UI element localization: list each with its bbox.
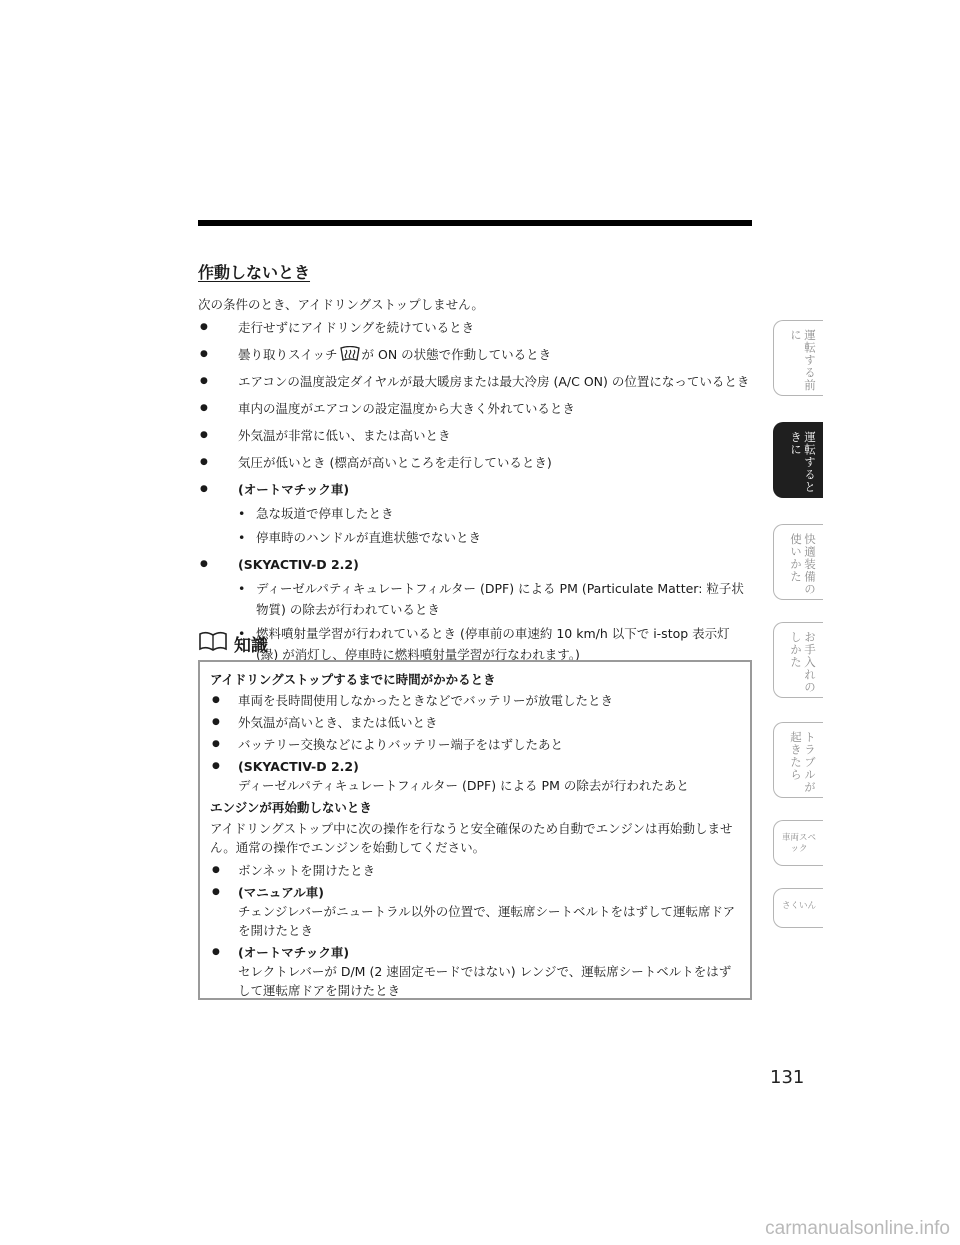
kb-list [210, 691, 740, 795]
list-item: ● (SKYACTIV-D 2.2) • ディーゼルパティキュレートフィルター (DPF) による PM (Particulate Matter: 粒子状物質) の除去が行われているとき • 燃料噴射量学習が行われているとき (停車前の車速約 10 km/h 以下で i-stop 表示灯 (緑) が消灯し、停車時に燃料噴射量学習が行なわれます。) [198, 554, 752, 665]
kb-list [210, 861, 740, 1000]
sub-list [238, 578, 752, 665]
sub-item: • ディーゼルパティキュレートフィルター (DPF) による PM (Particulate Matter: 粒子状物質) の除去が行われているとき [238, 578, 752, 620]
list-item: ● (マニュアル車) チェンジレバーがニュートラル以外の位置で、運転席シートベルトをはずして運転席ドアを開けたとき [210, 883, 740, 940]
sub-list [238, 503, 752, 548]
knowledge-box [198, 660, 752, 1000]
book-icon [198, 630, 228, 657]
knowledge-title: 知識 [234, 635, 268, 656]
sub-item: • 停車時のハンドルが直進状態でないとき [238, 527, 752, 548]
condition-list [198, 317, 752, 665]
section-intro: 次の条件のとき、アイドリングストップしません。 [198, 297, 484, 312]
list-item: ● 外気温が非常に低い、または高いとき [198, 425, 752, 446]
list-item: ● 曇り取りスイッチ が ON の状態で作動しているとき [198, 344, 752, 365]
tab-index[interactable]: さくいん [773, 888, 823, 928]
kb-paragraph: アイドリングストップ中に次の操作を行なうと安全確保のため自動でエンジンは再始動しません。通常の操作でエンジンを始動してください。 [210, 821, 733, 855]
list-item: ● 外気温が高いとき、または低いとき [210, 713, 740, 732]
defroster-icon [338, 346, 362, 362]
list-item: ● 走行せずにアイドリングを続けているとき [198, 317, 752, 338]
list-item: ● エアコンの温度設定ダイヤルが最大暖房または最大冷房 (A/C ON) の位置になっているとき [198, 371, 752, 392]
watermark: carmanualsonline.info [765, 1218, 950, 1239]
tab-trouble[interactable]: トラブルが起きたら [773, 722, 823, 798]
sub-item: • 燃料噴射量学習が行われているとき (停車前の車速約 10 km/h 以下で i-stop 表示灯 (緑) が消灯し、停車時に燃料噴射量学習が行なわれます。) [238, 623, 752, 665]
list-item: ● (オートマチック車) セレクトレバーが D/M (2 速固定モードではない) レンジで、運転席シートベルトをはずして運転席ドアを開けたとき [210, 943, 740, 1000]
list-item: ● ボンネットを開けたとき [210, 861, 740, 880]
list-item: ● 車内の温度がエアコンの設定温度から大きく外れているとき [198, 398, 752, 419]
list-item: ● 車両を長時間使用しなかったときなどでバッテリーが放電したとき [210, 691, 740, 710]
knowledge-heading [198, 631, 268, 655]
sub-item: • 急な坂道で停車したとき [238, 503, 752, 524]
tab-maintenance[interactable]: お手入れのしかた [773, 622, 823, 698]
tab-comfort[interactable]: 快適装備の使いかた [773, 524, 823, 600]
list-item: ● (SKYACTIV-D 2.2) ディーゼルパティキュレートフィルター (DPF) による PM の除去が行われたあと [210, 757, 740, 795]
tab-driving-before[interactable]: 運転する前に [773, 320, 823, 396]
section-title: 作動しないとき [198, 263, 311, 282]
list-item: ● 気圧が低いとき (標高が高いところを走行しているとき) [198, 452, 752, 473]
list-item: ● (オートマチック車) • 急な坂道で停車したとき • 停車時のハンドルが直進状態でないとき [198, 479, 752, 548]
kb-title: アイドリングストップするまでに時間がかかるとき [210, 672, 496, 687]
kb-title: エンジンが再始動しないとき [210, 800, 372, 815]
page-number: 131 [770, 1067, 805, 1088]
list-item: ● バッテリー交換などによりバッテリー端子をはずしたあと [210, 735, 740, 754]
top-rule [198, 220, 752, 226]
tab-driving[interactable]: 運転するときに [773, 422, 823, 498]
tab-specs[interactable]: 車両スペック [773, 820, 823, 866]
main-section [198, 262, 752, 671]
